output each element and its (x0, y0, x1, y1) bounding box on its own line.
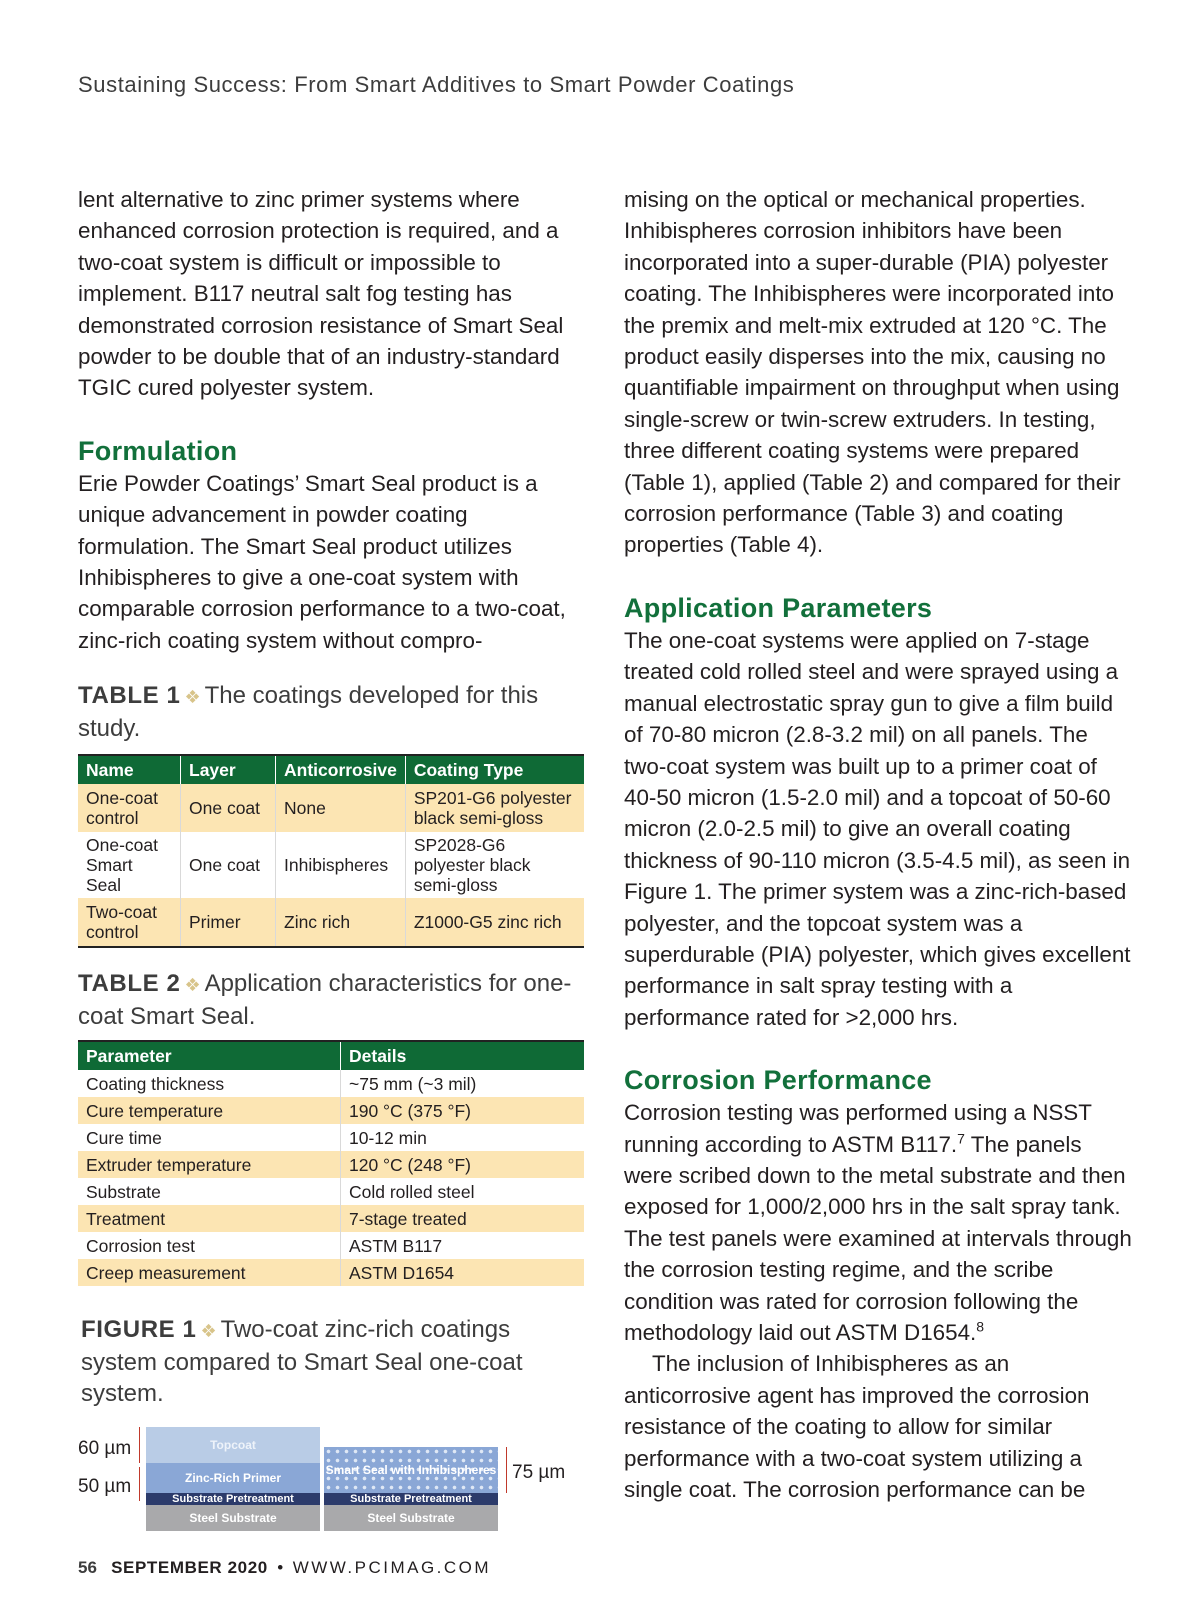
table-cell: Zinc rich (276, 898, 406, 946)
figure1-caption (81, 1314, 584, 1409)
pretreatment-layer: Substrate Pretreatment (324, 1493, 498, 1505)
pretreatment-layer: Substrate Pretreatment (146, 1493, 320, 1505)
table-row (78, 1259, 584, 1286)
website-url: WWW.PCIMAG.COM (292, 1558, 492, 1577)
table2 (78, 1042, 584, 1286)
figure1-caption-text: Two-coat zinc-rich coatings system compared to Smart Seal one-coat system. (81, 1316, 523, 1408)
right-column (624, 184, 1134, 1505)
table-cell: ~75 mm (~3 mil) (349, 1073, 477, 1094)
corrosion-performance-heading: Corrosion Performance (624, 1065, 932, 1096)
table-row (78, 784, 584, 832)
diamond-icon: ❖ (184, 687, 201, 708)
steel-substrate-layer: Steel Substrate (324, 1505, 498, 1531)
table-cell: One coat (181, 784, 276, 832)
table-cell: Substrate (78, 1178, 341, 1205)
table-cell: ASTM D1654 (341, 1259, 585, 1286)
table2-header: Parameter (78, 1042, 341, 1070)
dimension-arrow (139, 1427, 140, 1463)
table-cell: Cure time (78, 1124, 341, 1151)
application-parameters-heading: Application Parameters (624, 592, 933, 623)
table-row (78, 1097, 584, 1124)
table-cell: Treatment (78, 1205, 341, 1232)
table1-caption (78, 680, 584, 744)
table-cell: One coat (181, 832, 276, 898)
corrosion-text-b: The panels were scribed down to the metal substrate and then exposed for 1,000/2,000 hrs in the salt spray tank. The test panels were examined at intervals through the corrosion testing regime, and the scribe condition was rated for corrosion following the methodology laid out ASTM D1654. (624, 1131, 1132, 1345)
separator: • (277, 1558, 284, 1577)
table-cell: Extruder temperature (78, 1151, 341, 1178)
corrosion-paragraph-1 (624, 1097, 1134, 1348)
table1-header: Coating Type (405, 756, 584, 784)
table-cell: Coating thickness (78, 1070, 341, 1097)
table-row (78, 832, 584, 898)
table-row (78, 1232, 584, 1259)
intro-paragraph: lent alternative to zinc primer systems where enhanced corrosion protection is required, and a two-coat system is difficult or impossible to implement. B117 neutral salt fog testing has demonstrated corrosion resistance of Smart Seal powder to be double that of an industry-standard TGIC cured polyester system. (78, 187, 564, 401)
table-cell: Inhibispheres (276, 832, 406, 898)
zinc-rich-primer-layer: Zinc-Rich Primer (146, 1463, 320, 1493)
reference-7: 7 (957, 1130, 965, 1147)
table-cell: 120 °C (248 °F) (341, 1151, 585, 1178)
table-cell: Cold rolled steel (349, 1181, 475, 1202)
table-cell: One-coat Smart Seal (78, 832, 181, 898)
diamond-icon: ❖ (200, 1321, 217, 1342)
table-row (78, 1070, 584, 1097)
table-row (78, 1178, 584, 1205)
table-cell: 7-stage treated (341, 1205, 585, 1232)
dimension-arrow (139, 1467, 140, 1501)
table-cell: Creep measurement (78, 1259, 341, 1286)
smart-seal-layer: Smart Seal with Inhibispheres (324, 1447, 498, 1493)
table-row (78, 1205, 584, 1232)
left-column (78, 184, 584, 1553)
table-row (78, 1151, 584, 1178)
table-cell: Two-coat control (78, 898, 181, 946)
table2-label: TABLE 2 (78, 970, 181, 998)
reference-8: 8 (976, 1318, 985, 1335)
thickness-label-75: 75 µm (512, 1462, 566, 1484)
table-cell: Cure temperature (78, 1097, 341, 1124)
diamond-icon: ❖ (184, 975, 201, 996)
table-cell: None (276, 784, 406, 832)
table-cell: One-coat control (78, 784, 181, 832)
corrosion-text-a: Corrosion testing was performed using a NSST running according to ASTM B117. (624, 1100, 1092, 1157)
dimension-arrow (506, 1447, 507, 1493)
steel-substrate-layer: Steel Substrate (146, 1505, 320, 1531)
table1-header: Anticorrosive (276, 756, 406, 784)
table1-caption-text: The coatings developed for this study. (78, 682, 539, 743)
figure1-label: FIGURE 1 (81, 1316, 197, 1344)
table1-label: TABLE 1 (78, 682, 181, 710)
table-cell: ASTM B117 (349, 1235, 443, 1256)
table2-header: Details (341, 1042, 585, 1070)
table-row (78, 898, 584, 946)
page-footer (78, 1558, 491, 1578)
table1 (78, 756, 584, 946)
table2-caption (78, 968, 584, 1032)
thickness-label-50: 50 µm (78, 1476, 132, 1498)
topcoat-layer: Topcoat (146, 1427, 320, 1463)
corrosion-paragraph-2: The inclusion of Inhibispheres as an anticorrosive agent has improved the corrosion resistance of the coating to allow for similar performance with a two-coat system utilizing a single coat. The corrosion performance can be (624, 1351, 1090, 1503)
table1-header: Layer (181, 756, 276, 784)
table-cell: 10-12 min (349, 1127, 427, 1148)
thickness-label-60: 60 µm (78, 1438, 132, 1460)
figure1-diagram (78, 1423, 584, 1553)
table-cell: 190 °C (375 °F) (341, 1097, 585, 1124)
table-row (78, 1124, 584, 1151)
table1-header: Name (78, 756, 181, 784)
running-head: Sustaining Success: From Smart Additives to Smart Powder Coatings (78, 72, 795, 97)
application-paragraph: The one-coat systems were applied on 7-stage treated cold rolled steel and were sprayed using a manual electrostatic spray gun to give a film build of 70-80 micron (2.8-3.2 mil) on all panels. The two-coat system was built up to a primer coat of 40-50 micron (1.5-2.0 mil) and a topcoat of 50-60 micron (2.0-2.5 mil) to give an overall coating thickness of 90-110 micron (3.5-4.5 mil), as seen in Figure 1. The primer system was a zinc-rich-based polyester, and the topcoat system was a superdurable (PIA) polyester, which gives excellent performance in salt spray testing with a performance rated for >2,000 hrs. (624, 627, 1131, 1030)
page-number: 56 (78, 1558, 97, 1577)
table-cell: SP2028-G6 polyester black semi-gloss (413, 835, 531, 896)
table2-caption-text: Application characteristics for one-coat Smart Seal. (78, 970, 572, 1031)
table-cell: Primer (181, 898, 276, 946)
table-cell: Z1000-G5 zinc rich (405, 898, 584, 946)
table-cell: SP201-G6 polyester black semi-gloss (405, 784, 584, 832)
issue-date: SEPTEMBER 2020 (111, 1558, 268, 1577)
formulation-paragraph: Erie Powder Coatings’ Smart Seal product is a unique advancement in powder coating formulation. The Smart Seal product utilizes Inhibispheres to give a one-coat system with comparable corrosion performance to a two-coat, zinc-rich coating system without compro- (78, 470, 566, 653)
formulation-heading: Formulation (78, 435, 238, 466)
right-paragraph-1: mising on the optical or mechanical properties. Inhibispheres corrosion inhibitors have been incorporated into a super-durable (PIA) polyester coating. The Inhibispheres were incorporated into the premix and melt-mix extruded at 120 °C. The product easily disperses into the mix, causing no quantifiable impairment on throughput when using single-screw or twin-screw extruders. In testing, three different coating systems were prepared (Table 1), applied (Table 2) and compared for their corrosion performance (Table 3) and coating properties (Table 4). (624, 187, 1121, 558)
table-cell: Corrosion test (78, 1232, 341, 1259)
